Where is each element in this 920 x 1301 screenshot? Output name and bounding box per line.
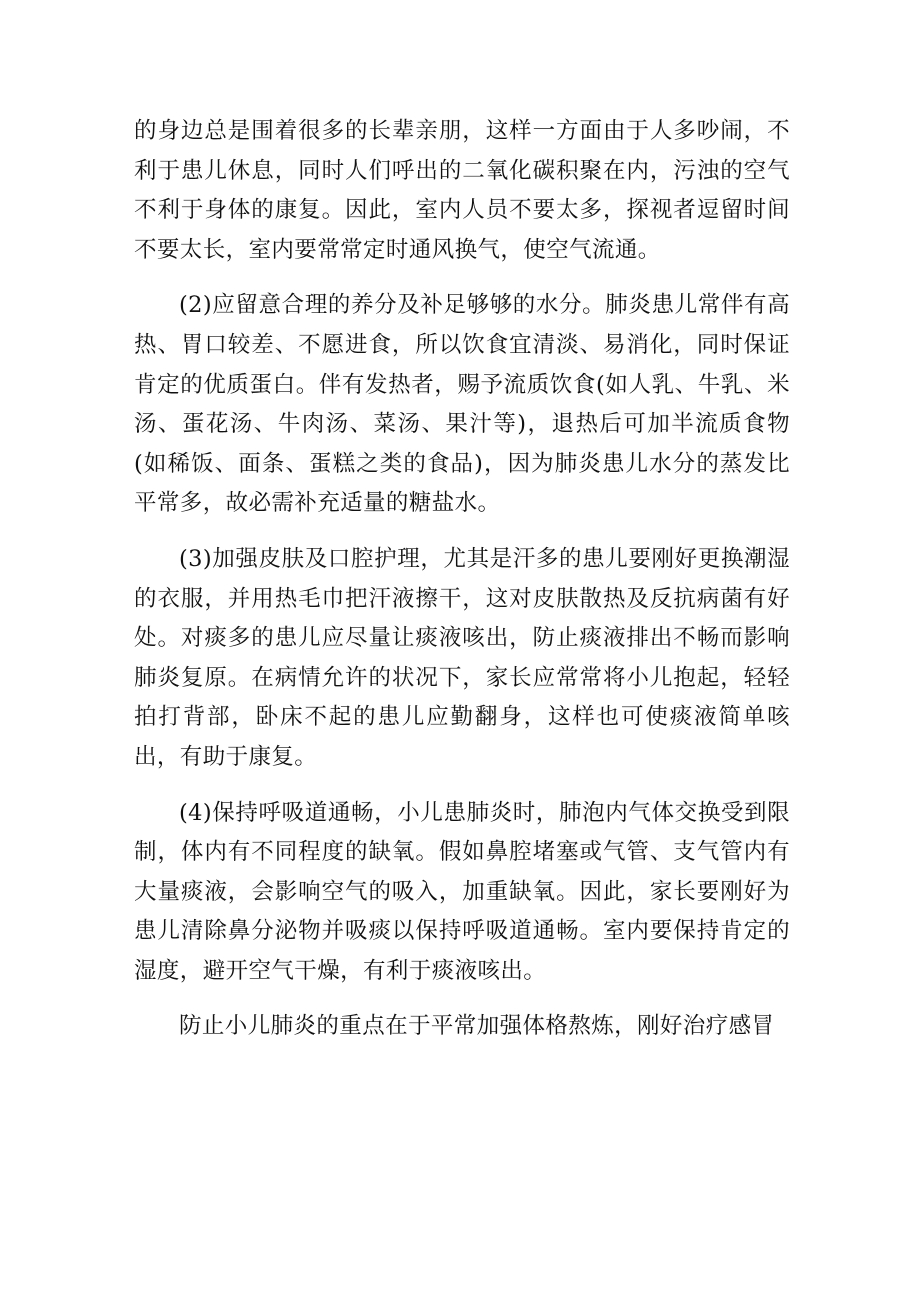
document-body — [134, 112, 790, 1047]
paragraph-prevention: 防止小儿肺炎的重点在于平常加强体格熬炼，刚好治疗感冒 — [179, 1013, 775, 1040]
paragraph-item-2: (2)应留意合理的养分及补足够够的水分。肺炎患儿常伴有高热、胃口较差、不愿进食，所以饮食宜清淡、易消化，同时保证肯定的优质蛋白。伴有发热者，赐予流质饮食(如人乳、牛乳、米汤、蛋花汤、牛肉汤、菜汤、果汁等)，退热后可加半流质食物(如稀饭、面条、蛋糕之类的食品)，因为肺炎患儿水分的蒸发比平常多，故必需补充适量的糖盐水。 — [134, 292, 790, 517]
paragraph-item-4: (4)保持呼吸道通畅，小儿患肺炎时，肺泡内气体交换受到限制，体内有不同程度的缺氧。假如鼻腔堵塞或气管、支气管内有大量痰液，会影响空气的吸入，加重缺氧。因此，家长要刚好为患儿清除鼻分泌物并吸痰以保持呼吸道通畅。室内要保持肯定的湿度，避开空气干燥，有利于痰液咳出。 — [134, 799, 790, 984]
paragraph-item-3: (3)加强皮肤及口腔护理，尤其是汗多的患儿要刚好更换潮湿的衣服，并用热毛巾把汗液擦干，这对皮肤散热及反抗病菌有好处。对痰多的患儿应尽量让痰液咳出，防止痰液排出不畅而影响肺炎复原。在病情允许的状况下，家长应常常将小儿抱起，轻轻拍打背部，卧床不起的患儿应勤翻身，这样也可使痰液简单咳出，有助于康复。 — [134, 545, 790, 770]
paragraph-continuation: 的身边总是围着很多的长辈亲朋，这样一方面由于人多吵闹，不利于患儿休息，同时人们呼出的二氧化碳积聚在内，污浊的空气不利于身体的康复。因此，室内人员不要太多，探视者逗留时间不要太长，室内要常常定时通风换气，使空气流通。 — [134, 118, 790, 263]
